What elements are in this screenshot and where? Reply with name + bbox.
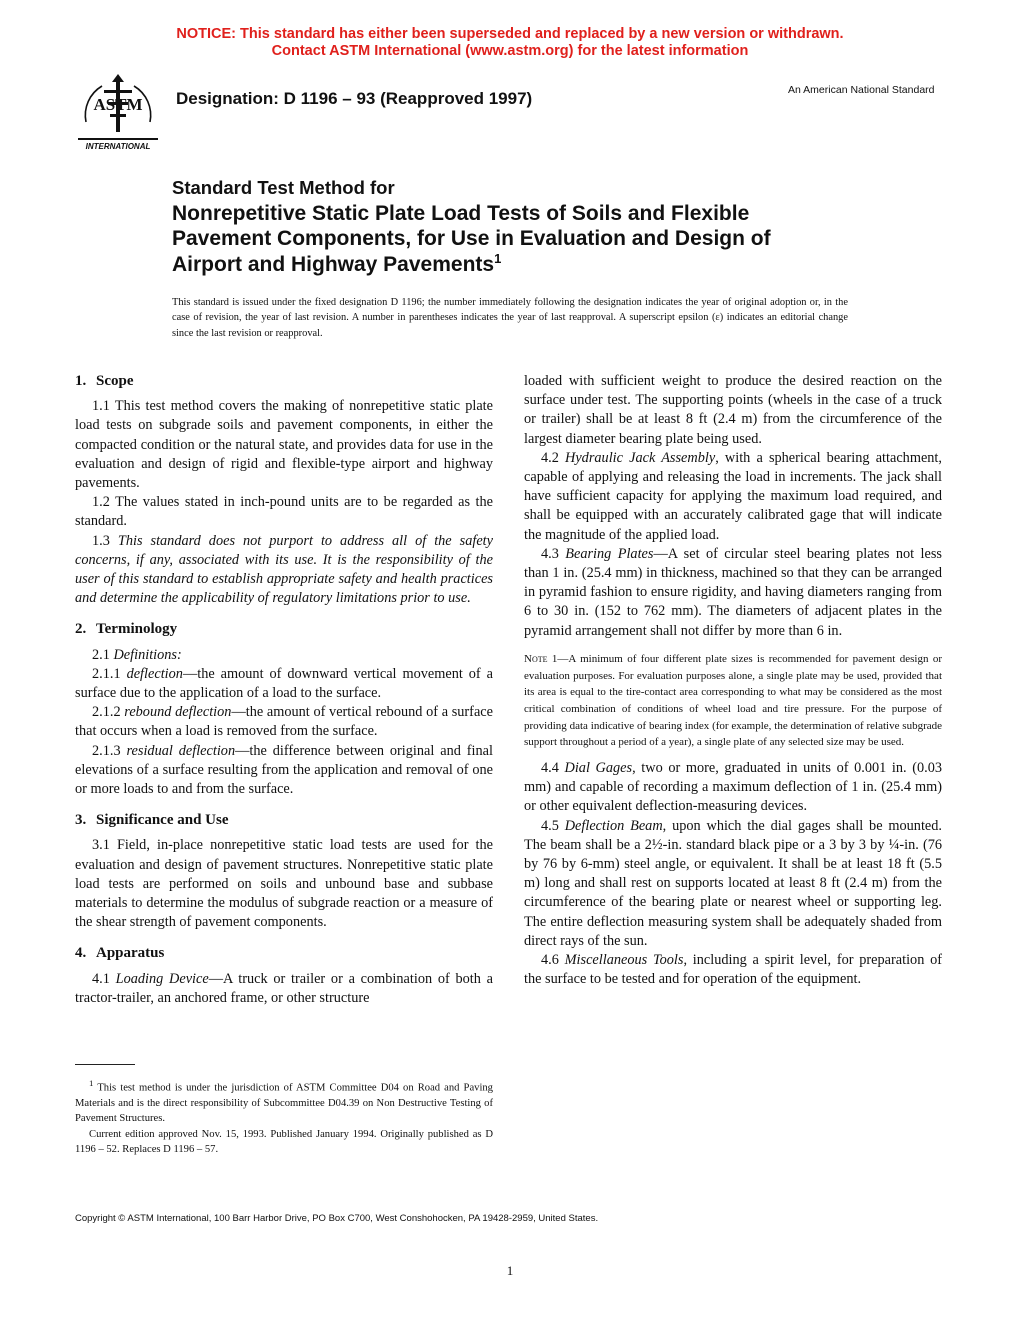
footnote-divider <box>75 1064 135 1065</box>
paragraph-4-5 <box>524 817 942 951</box>
notice-line-2: Contact ASTM International (www.astm.org) for the latest information <box>271 43 749 59</box>
right-column <box>524 372 942 990</box>
section-heading-scope <box>75 372 493 391</box>
definition: —the difference between original and final elevations of a surface resulting from the application and removal of one or more loads to and from the surface. <box>75 742 493 798</box>
paragraph-1-3 <box>75 532 493 609</box>
paragraph-number: 2.1.3 <box>92 742 121 759</box>
footnote-mark: 1 <box>89 1078 94 1088</box>
paragraph-4-6 <box>524 951 942 989</box>
footnote-2: Current edition approved Nov. 15, 1993. Published January 1994. Originally published as D 1196 – 52. Replaces D 1196 – 57. <box>75 1128 493 1156</box>
paragraph-number: 1.3 <box>92 532 110 549</box>
paragraph-4-4 <box>524 759 942 817</box>
title-line-4-text: Airport and Highway Pavements <box>172 252 495 276</box>
copyright-notice: Copyright © ASTM International, 100 Barr Harbor Drive, PO Box C700, West Conshohocken, PA 19428-2959, United States. <box>75 1213 599 1224</box>
section-heading-significance <box>75 811 493 830</box>
paragraph-4-2 <box>524 449 942 545</box>
section-title: Terminology <box>96 621 178 638</box>
paragraph-number: 4.1 <box>92 970 110 987</box>
section-number: 1. <box>75 373 87 389</box>
logo-lettering: ASTM <box>93 95 143 114</box>
paragraph-2-1-3 <box>75 742 493 800</box>
section-heading-terminology <box>75 620 493 639</box>
paragraph-4-1-continued: loaded with sufficient weight to produce the desired reaction on the surface under test. The supporting points (wheels in the case of a truck or trailer) shall be at least 8 ft (2.4 m) from the circumference of the largest diameter bearing plate being used. <box>524 373 942 447</box>
definition: —the amount of vertical rebound of a surface that occurs when a load is removed from the surface. <box>75 704 493 740</box>
paragraph-number: 4.5 <box>541 817 559 834</box>
paragraph-number: 2.1 <box>92 646 110 663</box>
footnotes <box>75 1076 493 1158</box>
document-title <box>172 175 972 277</box>
term: Deflection Beam <box>564 817 663 834</box>
term: Hydraulic Jack Assembly <box>565 449 716 466</box>
paragraph-text: , including a spirit level, for preparation of the surface to be tested and for operation of the equipment. <box>524 952 942 988</box>
note-1 <box>524 651 942 751</box>
section-title: Scope <box>96 373 134 389</box>
american-national-standard-label: An American National Standard <box>788 84 935 96</box>
paragraph-text: —A set of circular steel bearing plates not less than 1 in. (25.4 mm) in thickness, machined so that they can be arranged in pyramid fashion to ensure rigidity, and having diameters ranging from 6 to 30 in. (152 to 762 mm). The diameters of adjacent plates in the pyramid arrangement shall not differ by more than 6 in. <box>524 545 942 639</box>
title-footnote-mark: 1 <box>494 250 502 266</box>
title-line-1: Standard Test Method for <box>172 177 395 198</box>
left-column <box>75 372 493 1008</box>
paragraph-2-1 <box>75 646 493 665</box>
paragraph-4-3 <box>524 545 942 641</box>
note-label: Note 1 <box>524 652 558 665</box>
designation: Designation: D 1196 – 93 (Reapproved 1997) <box>176 89 533 108</box>
paragraph-3-1: 3.1 Field, in-place nonrepetitive static load tests are used for the evaluation and design of pavement structures. Nonrepetitive static plate load tests are performed on soils and unbound base and subbase materials to determine the modulus of subgrade reaction or a measure of the shear strength of pavement components. <box>75 837 493 931</box>
term: Miscellaneous Tools <box>564 952 684 969</box>
term: rebound deflection <box>124 704 232 721</box>
term: deflection <box>126 665 183 682</box>
issue-statement: This standard is issued under the fixed designation D 1196; the number immediately following the designation indicates the year of original adoption or, in the case of revision, the year of last revision. A number in parentheses indicates the year of last reapproval. A superscript epsilon (ε) indicates an editorial change since the last revision or reapproval. <box>172 297 848 339</box>
title-line-2: Nonrepetitive Static Plate Load Tests of Soils and Flexible <box>172 201 750 225</box>
safety-statement: This standard does not purport to address all of the safety concerns, if any, associated with its use. It is the responsibility of the user of this standard to establish appropriate safety and health practices and determine the applicability of regulatory limitations prior to use. <box>75 532 493 607</box>
logo-sublettering: INTERNATIONAL <box>85 142 151 151</box>
paragraph-text: , upon which the dial gages shall be mounted. The beam shall be a 2½-in. standard black pipe or a 3 by 3 by ¼-in. (76 by 76 by 6-mm) steel angle, or equivalent. It shall be at least 18 ft (5.5 m) long and shall rest on supports located at least 8 ft (2.4 m) from the circumference of the bearing plate or nearest wheel or supporting leg. The entire deflection measuring system shall be adequately shaded from direct rays of the sun. <box>524 817 942 949</box>
paragraph-number: 2.1.1 <box>92 665 121 682</box>
paragraph-2-1-1 <box>75 665 493 703</box>
paragraph-text: —A truck or trailer or a combination of both a tractor-trailer, an anchored frame, or other structure <box>75 970 494 1006</box>
withdrawal-notice <box>0 26 1020 60</box>
paragraph-1-2: 1.2 The values stated in inch-pound units are to be regarded as the standard. <box>75 494 493 530</box>
section-title: Apparatus <box>96 945 165 962</box>
note-text: —A minimum of four different plate sizes is recommended for pavement design or evaluation purposes. For evaluation purposes alone, a single plate may be used, provided that its area is equal to the tire-contact area corresponding to what may be considered as the most critical combination of conditions of wheel load and tire pressure. For the purpose of providing data indicative of bearing index (for example, the determination of relative subgrade support throughout a period of a year), a single plate of any selected size may be used. <box>524 652 942 749</box>
section-number: 4. <box>75 945 87 962</box>
paragraph-number: 4.6 <box>541 952 559 969</box>
term: Bearing Plates <box>565 545 654 562</box>
term: Dial Gages <box>564 760 633 777</box>
footnote-text: This test method is under the jurisdiction of ASTM Committee D04 on Road and Paving Materials and is the direct responsibility of Subcommittee D04.39 on Non Destructive Testing of Pavement Structures. <box>75 1082 493 1125</box>
section-number: 3. <box>75 812 87 829</box>
page-number: 1 <box>506 1263 514 1278</box>
paragraph-number: 2.1.2 <box>92 704 121 721</box>
section-title: Significance and Use <box>96 812 229 829</box>
term: Definitions: <box>113 646 182 663</box>
title-line-3: Pavement Components, for Use in Evaluation and Design of <box>172 227 771 250</box>
title-line-4 <box>172 252 972 278</box>
term: Loading Device <box>115 970 209 987</box>
section-number: 2. <box>75 621 87 638</box>
notice-line-1: NOTICE: This standard has either been superseded and replaced by a new version or withdrawn. <box>176 26 844 42</box>
paragraph-2-1-2 <box>75 703 493 741</box>
paragraph-1-1: 1.1 This test method covers the making of nonrepetitive static plate load tests on subgrade soils and pavement components, in either the compacted condition or the natural state, and provides data for use in the evaluation and design of rigid and flexible-type airport and highway pavements. <box>75 398 493 492</box>
definition: —the amount of downward vertical movement of a surface due to the application of a load to the surface. <box>75 665 493 702</box>
paragraph-text: , with a spherical bearing attachment, capable of applying and releasing the load in increments. The jack shall have sufficient capacity for applying the maximum load required, and shall be equipped with an accurately calibrated gage that will indicate the magnitude of the applied load. <box>524 449 942 543</box>
section-heading-apparatus <box>75 944 493 963</box>
paragraph-text: , two or more, graduated in units of 0.001 in. (0.03 mm) and capable of recording a maximum deflection of 1 in. (25.4 mm) or other equivalent deflection-measuring devices. <box>524 760 942 815</box>
footnote-1 <box>75 1076 493 1127</box>
paragraph-number: 4.2 <box>541 449 559 466</box>
paragraph-4-1 <box>75 970 493 1008</box>
paragraph-number: 4.4 <box>541 760 559 777</box>
paragraph-number: 4.3 <box>541 545 559 562</box>
astm-logo <box>72 72 164 154</box>
term: residual deflection <box>126 742 236 759</box>
